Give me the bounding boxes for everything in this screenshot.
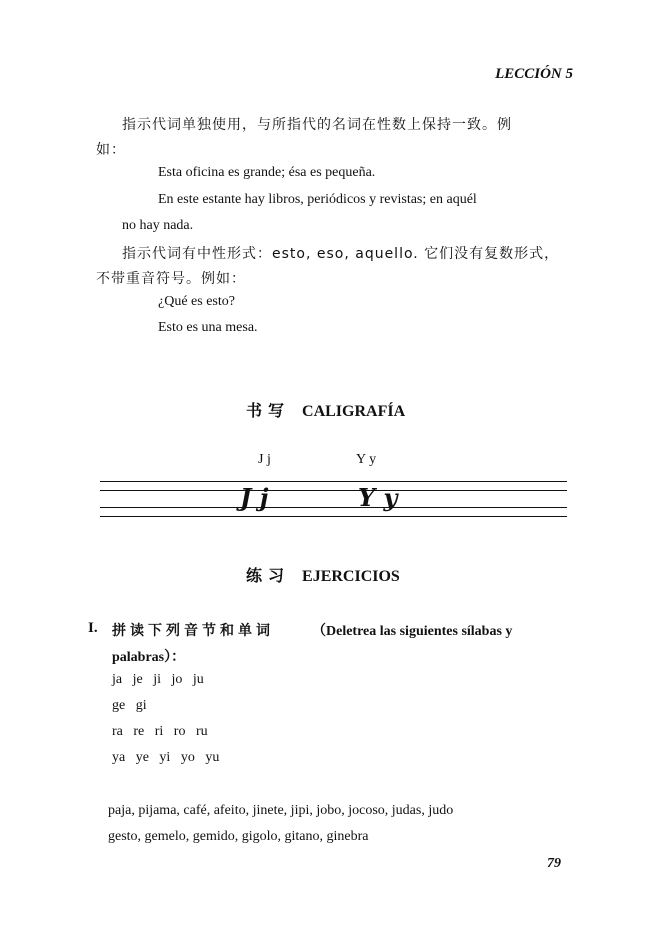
section-title-ejercicios xyxy=(246,563,400,586)
grammar-note-1-line1: 指示代词单独使用，与所指代的名词在性数上保持一致。例 xyxy=(122,117,512,133)
grammar-note-2-line2: 不带重音符号。例如： xyxy=(96,271,246,287)
section-title-caligrafia xyxy=(246,398,405,421)
syllable-row-g: ge gi xyxy=(112,698,147,713)
cursive-sample-j: J j xyxy=(240,483,269,512)
exercise-instruction-es-line2: palabras）： xyxy=(112,650,186,665)
page-number: 79 xyxy=(547,856,561,871)
lesson-header: LECCIÓN 5 xyxy=(495,66,573,82)
section-title-ejercicios-cn: 练习 xyxy=(246,566,291,585)
letters-j: J j xyxy=(258,452,271,467)
exercise-number: I. xyxy=(88,620,98,636)
section-title-caligrafia-es: CALIGRAFÍA xyxy=(302,403,406,420)
syllable-row-j: ja je ji jo ju xyxy=(112,672,204,687)
grammar-note-1-line2: 如： xyxy=(96,142,126,158)
section-title-ejercicios-es: EJERCICIOS xyxy=(302,568,400,585)
syllable-row-r: ra re ri ro ru xyxy=(112,724,208,739)
exercise-instruction-es-line1: （Deletrea las siguientes sílabas y xyxy=(312,624,513,639)
example-sentence-2-line1: En este estante hay libros, periódicos y revistas; en aquél xyxy=(158,192,477,207)
exercise-instruction-cn: 拼读下列音节和单词 xyxy=(112,623,274,639)
example-question: ¿Qué es esto? xyxy=(158,294,235,309)
syllable-row-y: ya ye yi yo yu xyxy=(112,750,220,765)
example-answer: Esto es una mesa. xyxy=(158,320,258,335)
cursive-sample-y: Y y xyxy=(358,483,398,512)
section-title-caligrafia-cn: 书写 xyxy=(246,401,291,420)
example-sentence-1: Esta oficina es grande; ésa es pequeña. xyxy=(158,165,376,180)
letters-y: Y y xyxy=(356,452,377,467)
word-list-line1: paja, pijama, café, afeito, jinete, jipi, jobo, jocoso, judas, judo xyxy=(108,803,454,818)
word-list-line2: gesto, gemelo, gemido, gigolo, gitano, ginebra xyxy=(108,829,369,844)
grammar-note-2-line1: 指示代词有中性形式：esto, eso, aquello. 它们没有复数形式， xyxy=(122,246,560,262)
example-sentence-2-line2: no hay nada. xyxy=(122,218,194,233)
